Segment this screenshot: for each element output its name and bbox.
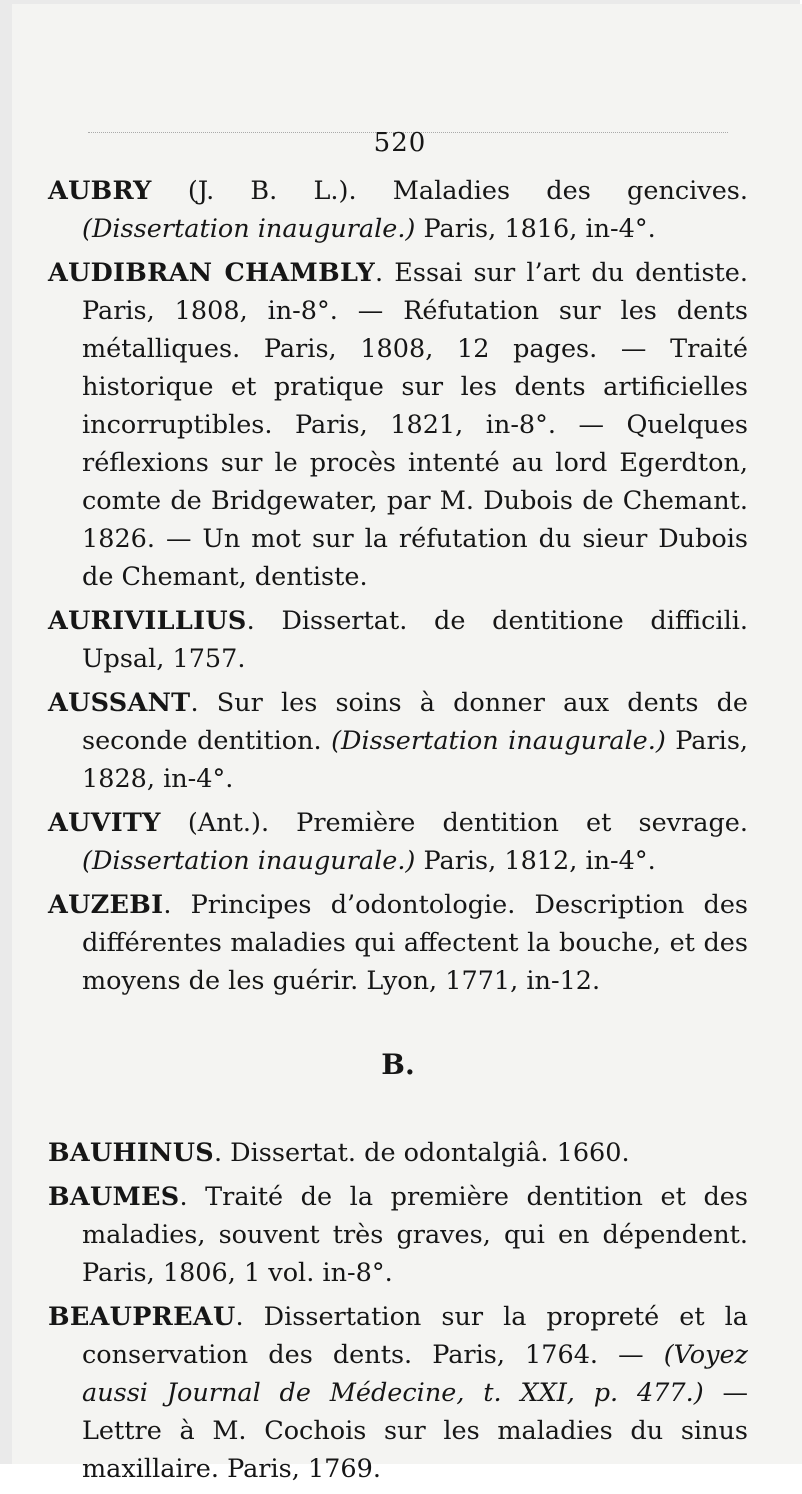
entry — [48, 1178, 748, 1292]
entry-italic: (Dissertation inaugurale.) — [82, 846, 416, 876]
entry — [48, 886, 748, 1000]
entry-author: AUVITY — [48, 808, 161, 838]
entry-author: BAUMES — [48, 1182, 180, 1212]
page-number: 520 — [373, 128, 427, 158]
entry-author: AUDIBRAN CHAMBLY — [48, 258, 376, 288]
entry — [48, 684, 748, 798]
entry — [48, 602, 748, 678]
entry-italic: (Dissertation inaugurale.) — [82, 214, 416, 244]
entries-b — [48, 1134, 748, 1488]
entry-tail: — Lettre à M. Cochois sur les maladies du sinus maxillaire. Paris, 1769. — [82, 1378, 748, 1484]
entry-author: AUSSANT — [48, 688, 191, 718]
entry — [48, 172, 748, 248]
entry-text: (J. B. L.). Maladies des gencives. — [151, 176, 748, 206]
entry — [48, 1298, 748, 1488]
entry-text: . Dissertat. de dentitione difficili. Upsal, 1757. — [82, 606, 748, 674]
entry-tail: Paris, 1816, in-4°. — [415, 214, 656, 244]
entry — [48, 1134, 748, 1172]
entry-author: AUZEBI — [48, 890, 164, 920]
bibliography-entries — [48, 172, 748, 1494]
entry-tail: Paris, 1828, in-4°. — [82, 726, 749, 794]
entry-text: . Principes d’odontologie. Description des différentes maladies qui affectent la bouche, et des moyens de les guérir. Lyon, 1771, in-12. — [82, 890, 748, 996]
entry-italic: (Dissertation inaugurale.) — [331, 726, 666, 756]
entry — [48, 804, 748, 880]
entry-text: (Ant.). Première dentition et sevrage. — [160, 808, 748, 838]
entry-author: BAUHINUS — [48, 1138, 214, 1168]
entry-author: AUBRY — [48, 176, 152, 206]
entry-author: AURIVILLIUS — [48, 606, 247, 636]
entry-text: . Essai sur l’art du dentiste. Paris, 1808, in-8°. — Réfutation sur les dents métalliques. Paris, 1808, 12 pages. — Traité historique et pratique sur les dents artificielles incorruptibles. Paris, 1821, in-8°. — Quelques réflexions sur le procès intenté au lord Egerdton, comte de Bridgewater, par M. Dubois de Chemant. 1826. — Un mot sur la réfutation du sieur Dubois de Chemant, dentiste. — [82, 258, 748, 592]
section-heading-b: B. — [381, 1048, 415, 1081]
entry-author: BEAUPREAU — [48, 1302, 236, 1332]
entry-text: . Traité de la première dentition et des maladies, souvent très graves, qui en dépendent. Paris, 1806, 1 vol. in-8°. — [82, 1182, 748, 1288]
entry — [48, 254, 748, 596]
entry-italic: (Voyez aussi Journal de Médecine, t. XXI, p. 477.) — [82, 1340, 748, 1408]
entry-text: . Sur les soins à donner aux dents de seconde dentition. — [82, 688, 748, 756]
entry-text: . Dissertat. de odontalgiâ. 1660. — [213, 1138, 630, 1168]
entry-text: . Dissertation sur la propreté et la conservation des dents. Paris, 1764. — — [82, 1302, 748, 1370]
entries-a — [48, 172, 748, 1000]
entry-tail: Paris, 1812, in-4°. — [415, 846, 656, 876]
